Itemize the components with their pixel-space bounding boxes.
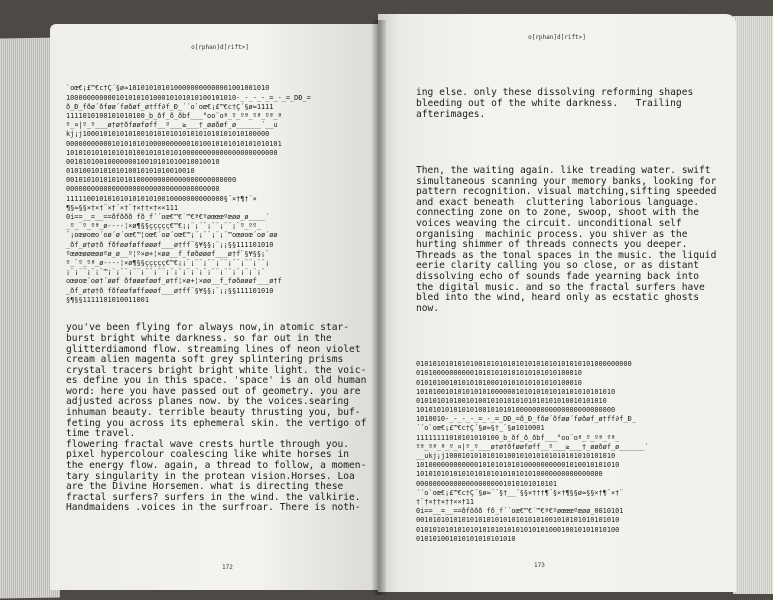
code-line: ¶§≈§§×†×†¨×†¨×†¨†×††×†××111: [66, 203, 179, 212]
code-line: ¡¨¡¨¨¡¨¡¨™¡¨¡¨¨¡¨¨¡¨¨¡¨¨¡¨¡¨¡¨¡¨¡¨¡¨¨¡¨¨¡¨¡¨¡¨¡¨: [66, 268, 266, 277]
code-line: `oœ€¡£™€c†Ç´§ø≈1010101010100000000000001001001010: [66, 84, 270, 93]
prose-line: afterimages.: [416, 108, 486, 120]
prose-line: crystal tracers bright bright white light. the voic-: [66, 364, 367, 376]
running-head-left: o[rphan]d[rift>]: [191, 44, 249, 51]
code-line: 0000000000010101010100000000001010010101010101010101: [66, 139, 282, 148]
prose-line: fractal surfers? surfers in the wind. the valkirie.: [66, 491, 361, 503]
prose-line: hurting shimmer of threads connects you deeper.: [416, 239, 688, 251]
code-line: 0000000000000000000000000000000000000: [66, 185, 220, 194]
right-prose-block: [416, 166, 716, 314]
prose-line: pattern recognition. visual matching,sifting speeded: [416, 186, 717, 198]
code-line: 0i==__=__==ðfððð fð_f´´oœ€™€˙™€ª€ºøœœœºœøø_0010101: [416, 507, 624, 516]
code-line: __ukj¡j10001010101010100101010101010101010101010: [416, 452, 616, 460]
prose-line: and exact beneath cluttering laborious language.: [416, 196, 700, 208]
prose-line: organising machinic process. you shiver as the: [416, 228, 688, 240]
code-line: 101010101010101001010101000000000000000000000000: [416, 406, 616, 415]
prose-line: feting you across its ephemeral skin. the vertigo of: [66, 417, 367, 429]
code-line: 0101010101001010010101010101010101010010101010: [416, 396, 607, 405]
page-number-left: 172: [222, 564, 233, 571]
prose-line: Threads as the tonal spaces in the music. the liquid: [416, 249, 717, 261]
prose-line: es define you in this space. 'space' is an old human: [66, 375, 367, 387]
code-line: 11111001010101010101010010000000000000§¨×†¶†¨×: [66, 194, 257, 203]
prose-line: burst bright white darkness. so far out in the: [66, 332, 332, 344]
prose-line: Handmaidens .voices in the surfroar. There is noth-: [66, 502, 361, 514]
paragraph-gap: [416, 139, 716, 148]
prose-line: ing else. only these dissolving reforming shapes: [416, 87, 694, 99]
prose-line: time travel.: [66, 428, 136, 440]
code-line: 11111111010101010100_b_ðf_ð_ðbf___°oo¨oª_º_ºª_ºª_: [416, 433, 620, 442]
prose-line: eerie clarity calling you so close, or as distant: [416, 260, 700, 272]
right-prose-continuation: [416, 88, 716, 120]
book-page-edges-right: [733, 16, 773, 594]
prose-line: inhuman beauty. terrible beauty thrusting you, buf-: [66, 407, 361, 419]
right-page: [378, 14, 736, 592]
code-line: _ðf_ø†ø†ð fðføøføfføøøf___ø†ff¨§¥§§¡¨¡¡§§111101010: [66, 286, 274, 295]
prose-line: Then, the waiting again. like treading water. swift: [416, 165, 711, 176]
left-code-block: [66, 84, 368, 305]
code-line: 0101010101010101010101010101010100010010101010100: [416, 525, 620, 534]
prose-line: connecting zone on to zone, swoop, shoot with the: [416, 207, 700, 219]
left-page: [50, 24, 390, 590]
code-line: §¶§§1111101010011001: [66, 295, 149, 304]
code-line: º_¨º_ºª_ø----¦×ø¶§§ççççç€™€¡¡¨¡¨¨¡¨¨¡¨¨¡¨¨¡¨¨¡¨¨¡: [66, 258, 270, 267]
code-line: 00101010101010101000000000000000000000000: [66, 176, 237, 185]
prose-line: are the Divine Horsemen. what is directing these: [66, 481, 344, 493]
prose-line: word: here you have passed out of geometry. you are: [66, 385, 361, 397]
code-line: 0101010010101010100010101010101010100010: [416, 378, 582, 387]
book-gutter-shadow: [372, 20, 386, 595]
prose-line: bled into the wind, heard only as ecstatic ghosts: [416, 292, 700, 304]
prose-line: you've been flying for always now,in atomic star-: [66, 322, 350, 334]
code-line: 0i==__=__==ðfððð fð_f´´oœ€™€˙™€ª€ºøœœœºœøø_ø____´: [66, 213, 270, 222]
code-line: 0010101001000000010010101010010010010: [66, 157, 220, 166]
prose-line: glitterdiamond flow. streaming lines of neon violet: [66, 343, 361, 355]
prose-line: simultaneous scanning your memory banks, looking for: [416, 175, 717, 187]
code-line: †¨†×††×††××†11: [416, 497, 475, 506]
code-line: 1010010-_-_-_-_=_-_=_DÐ_=ð_Ð_fðø´ðføø´føðøf_ø†ff∂f_Ð_: [416, 415, 636, 424]
code-line: ð_Ð_fðø´ðføø´føðøf_ø†ff∂f_Ð_´´o`oœ€¡£™€c†Ç´§ø≈1111: [66, 102, 274, 111]
prose-line: voices weaving the circuit. unconditional self: [416, 217, 682, 229]
running-head-right: o[rphan]d[rift>]: [528, 34, 586, 41]
code-line: 10000000000010101010100010101010100101010-_-_-_-_=_-_=_DÐ_=: [66, 93, 311, 102]
right-code-block: [416, 360, 716, 544]
code-line: 010101001010101010101010: [416, 534, 516, 543]
code-line: 1111010100101010100_b_ðf_ð_ðbf___°oo¨oª_º_ºª_ºª_ºª_ª: [66, 111, 282, 120]
prose-line: the energy flow. again, a thread to follow, a momen-: [66, 460, 367, 472]
code-line: ´´o`oœ€¡£™€c†Ç´§ø≈¨¨§†__¨§§×†††¶¨§×†¶§§ø≈§§×†¶¨×†¨: [416, 488, 624, 497]
prose-line: the digital music. and so the fractal surfers have: [416, 281, 705, 293]
left-text-block: [66, 66, 368, 532]
code-line: kj¡j100010101010100101010101010101010101010100000: [66, 130, 270, 139]
code-line: 0010101010101010101010101010101001010101010101010: [416, 516, 620, 525]
code-line: ´´o`oœ€¡£™€c†Ç´§ø≈§†_¨§ø1010001: [416, 424, 545, 433]
code-line: º_¤|º_º___ø†ø†ðføøføff__º___≥___†_øøðøf_ø______´__u: [66, 121, 278, 130]
code-line: ºª_ºª_ª_º_¤|º_º___ø†ø†ðføøføff__º___≥___†_øøðøf_ø______´: [416, 442, 649, 451]
code-line: 101010101010101010010101010100000000000000000000000: [66, 148, 278, 157]
prose-line: cream alien magenta soft grey splintering prisms: [66, 354, 344, 366]
prose-line: now.: [416, 302, 440, 314]
code-line: _º_¨º_ºª_ø----¦×ø¶§§ççççç€™€¡¡¨¡¨¨¡¨¨¡¨¨¡¨º_ºº_: [66, 222, 261, 231]
paragraph-gap: [416, 333, 716, 342]
code-line: ¨¡oœøoœo´oø´ø´oœ€™¦oœ€´oø´oœ€™¡¨¡¨¨¡¨¡¨™oœøoœ´oø´øø: [66, 231, 278, 240]
prose-line: tary singularity in the protean vision.Horses. Loa: [66, 470, 355, 482]
code-line: 1010000000000001010101010100000000001010010101010: [416, 461, 620, 470]
prose-line: bleeding out of the white darkness. Trailing: [416, 98, 682, 109]
code-line: 0101001010101010010101010010010: [66, 167, 195, 176]
code-line: 0101000000000010101010101010101010100010: [416, 369, 582, 378]
right-text-block: [416, 70, 716, 562]
code-line: 0101010101010100101010101010101010101010101000000000: [416, 360, 632, 369]
prose-line: flowering fractal wave crests hurtle through you.: [66, 438, 350, 450]
left-prose-block: [66, 323, 368, 514]
code-line: ºœøœøøœøøºø_ø__º¦º×ø+¦×øø__f_føðøøøf___ø†f¨§¥§§¡¨: [66, 249, 270, 258]
code-line: _ðf_ø†ø†ð fðføøføfføøøf___ø†ff¨§¥§§¡¨¡¡§§111101010: [66, 240, 274, 249]
code-line: 0000000000000000000001010101010101: [416, 479, 558, 488]
page-number-right: 173: [534, 562, 545, 569]
prose-line: pixel hypercolour coalescing like white horses in: [66, 449, 350, 461]
prose-line: dissolving echo of sounds fade yearning back into: [416, 270, 700, 282]
code-line: 101010010101010101000000101010101010101010101010: [416, 387, 616, 396]
code-line: 101010101010101010101010101010000000000000000: [416, 470, 603, 479]
code-line: oœøoœ´oø†´øøf ðføøøføøf_ø†f¦×ø+¦×øø__f_føðøøøf___ø†f: [66, 277, 282, 286]
prose-line: adjusted across planes now. by the voices.searing: [66, 396, 350, 408]
